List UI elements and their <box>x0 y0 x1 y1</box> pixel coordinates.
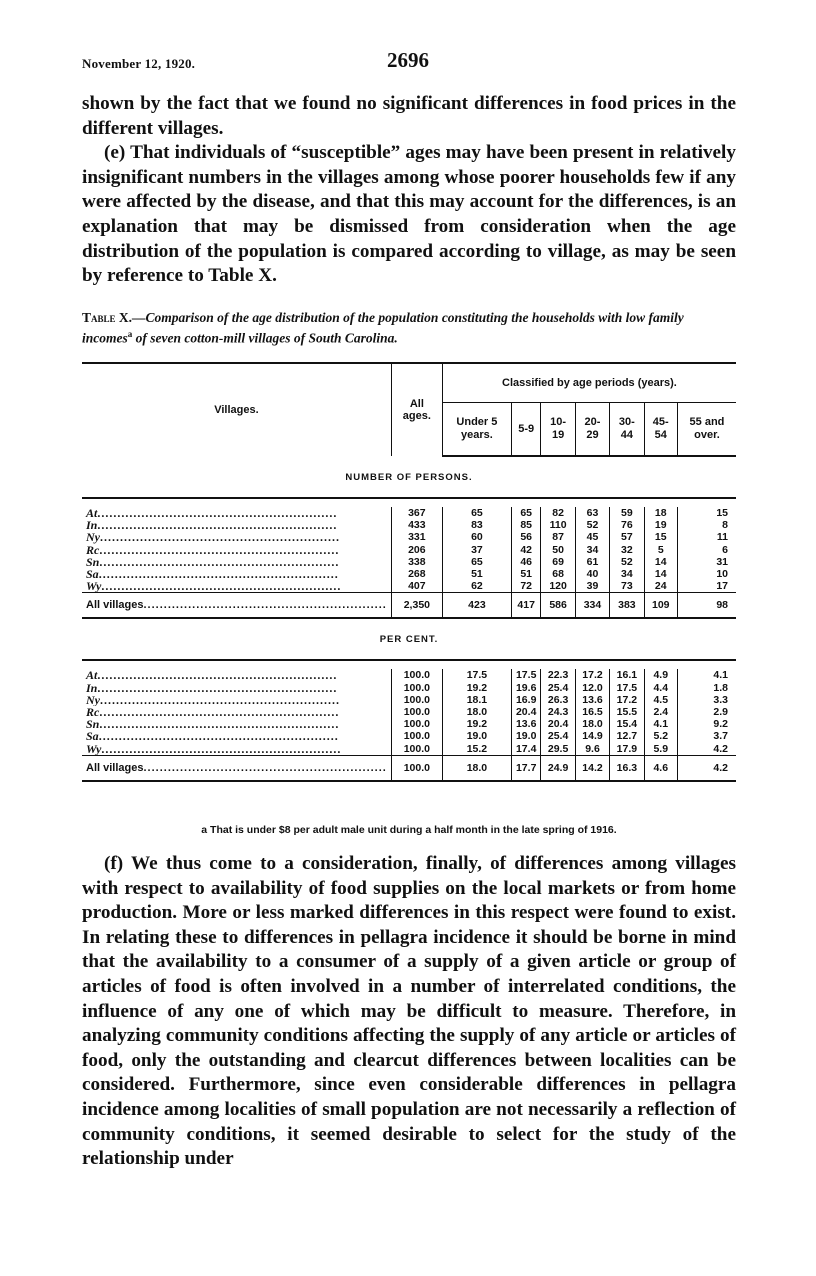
village-name: At <box>86 507 98 520</box>
table-cell: 6 <box>722 543 728 556</box>
total-label: All villages <box>86 761 144 774</box>
table-cell: 63 <box>575 507 609 519</box>
table-cell: 19.2 <box>442 718 511 730</box>
table-cell: 18.0 <box>442 706 511 718</box>
table-cell: 100.0 <box>391 706 442 718</box>
dot-leader: ............................................................ <box>143 599 387 612</box>
table-cell: 20.4 <box>541 718 575 730</box>
village-name: Sa <box>86 568 99 581</box>
dot-leader: ............................................................ <box>99 543 340 556</box>
column-header-under-5: Under 5 years. <box>442 403 511 457</box>
table-cell: 42 <box>511 544 540 556</box>
village-name: At <box>86 669 98 682</box>
table-caption-text: —Comparison of the age distribution of the population constituting the households with low family incomes <box>82 310 684 346</box>
table-total-cell: 109 <box>644 593 677 619</box>
table-row <box>82 718 736 730</box>
table-cell: 87 <box>541 531 575 543</box>
section-heading-number: NUMBER OF PERSONS. <box>82 456 736 498</box>
table-cell: 1.8 <box>713 681 728 694</box>
village-name-cell <box>82 682 391 694</box>
table-cell: 14.9 <box>575 730 609 742</box>
dot-leader: ............................................................ <box>97 669 338 682</box>
table-cell: 100.0 <box>391 718 442 730</box>
table-cell: 37 <box>442 544 511 556</box>
row-spacer <box>82 660 736 669</box>
table-total-row <box>82 593 736 619</box>
table-total-cell: 18.0 <box>442 755 511 781</box>
table-cell: 15 <box>716 507 728 519</box>
paragraph-e: (e) That individuals of “susceptible” ages may have been present in relatively insignificant numbers in the villages among whose poorer households few if any were affected by the disease, and that this may account for the differences, is an explanation that may be dismissed from consideration when the age distribution of the population is compared according to village, as may be seen by reference to Table X. <box>82 142 736 287</box>
table-cell: 338 <box>391 556 442 568</box>
table-cell: 100.0 <box>391 682 442 694</box>
table-cell: 4.1 <box>644 718 677 730</box>
table-total-cell: 417 <box>511 593 540 619</box>
table-cell: 3.3 <box>713 693 728 706</box>
table-cell: 52 <box>575 519 609 531</box>
column-header-villages: Villages. <box>82 363 391 456</box>
table-cell: 5 <box>644 544 677 556</box>
village-name-cell <box>82 507 391 519</box>
table-cell: 3.7 <box>713 730 728 743</box>
issue-date: November 12, 1920. <box>82 56 196 71</box>
village-name-cell <box>82 706 391 718</box>
table-row <box>82 694 736 706</box>
village-name-cell <box>82 580 391 593</box>
table-label: Table X. <box>82 310 133 325</box>
table-cell: 46 <box>511 556 540 568</box>
dot-leader: ............................................................ <box>101 580 342 593</box>
table-cell: 9.6 <box>575 743 609 756</box>
village-name: In <box>86 681 98 694</box>
table-cell: 12.0 <box>575 682 609 694</box>
table-cell: 19.2 <box>442 682 511 694</box>
table-cell: 65 <box>511 507 540 519</box>
table-row <box>82 682 736 694</box>
village-name-cell <box>82 544 391 556</box>
table-cell: 4.5 <box>644 694 677 706</box>
village-name-cell <box>82 730 391 742</box>
paragraph-d-continuation: shown by the fact that we found no significant differences in food prices in the different villages. <box>82 93 736 139</box>
table-cell: 16.9 <box>511 694 540 706</box>
dot-leader: ............................................................ <box>100 693 340 707</box>
table-row <box>82 544 736 556</box>
total-label-cell <box>82 755 391 781</box>
table-cell: 13.6 <box>511 718 540 730</box>
table-cell: 14 <box>644 568 677 580</box>
table-cell: 8 <box>722 519 728 532</box>
table-total-row <box>82 755 736 781</box>
table-cell: 10 <box>716 568 728 581</box>
table-cell: 83 <box>442 519 511 531</box>
table-cell: 32 <box>610 544 644 556</box>
table-cell: 4.1 <box>713 669 728 682</box>
table-cell: 14 <box>644 556 677 568</box>
column-header-55-and-over: 55 and over. <box>677 403 736 457</box>
table-cell: 16.1 <box>610 669 644 681</box>
table-cell: 17.9 <box>610 743 644 756</box>
village-name: Rc <box>86 706 100 719</box>
table-cell: 39 <box>575 580 609 593</box>
table-cell: 9.2 <box>713 718 728 731</box>
table-cell: 5.2 <box>644 730 677 742</box>
table-cell: 60 <box>442 531 511 543</box>
dot-leader: ............................................................ <box>99 555 340 569</box>
table-cell: 25.4 <box>541 682 575 694</box>
table-cell: 15.4 <box>610 718 644 730</box>
table-cell: 16.5 <box>575 706 609 718</box>
table-row <box>82 531 736 543</box>
table-cell: 19.0 <box>511 730 540 742</box>
table-caption-tail: of seven cotton-mill villages of South Carolina. <box>132 330 398 346</box>
total-label-cell <box>82 593 391 619</box>
table-cell: 407 <box>391 580 442 593</box>
table-cell: 68 <box>541 568 575 580</box>
dot-leader: ............................................................ <box>99 706 340 719</box>
dot-leader: ............................................................ <box>100 531 340 544</box>
table-cell: 206 <box>391 544 442 556</box>
table-cell: 17.5 <box>511 669 540 681</box>
table-total-cell: 4.6 <box>644 755 677 781</box>
table-cell: 69 <box>541 556 575 568</box>
village-name: Ny <box>86 531 100 544</box>
table-total-cell: 2,350 <box>391 593 442 619</box>
table-cell: 24 <box>644 580 677 593</box>
table-total-cell: 334 <box>575 593 609 619</box>
table-cell: 56 <box>511 531 540 543</box>
village-name: Sa <box>86 730 99 743</box>
village-name: Ny <box>86 693 100 707</box>
table-cell: 13.6 <box>575 694 609 706</box>
table-cell: 26.3 <box>541 694 575 706</box>
table-cell: 34 <box>575 544 609 556</box>
table-cell: 367 <box>391 507 442 519</box>
column-header-all-ages: All ages. <box>391 363 442 456</box>
village-name-cell <box>82 568 391 580</box>
village-name-cell <box>82 694 391 706</box>
table-cell: 4.9 <box>644 669 677 681</box>
dot-leader: ............................................................ <box>101 742 342 756</box>
table-cell: 17 <box>716 580 728 593</box>
column-group-header-age-periods: Classified by age periods (years). <box>442 363 736 403</box>
village-name: Wy <box>86 742 102 756</box>
table-cell: 29.5 <box>541 743 575 756</box>
table-cell: 19 <box>644 519 677 531</box>
table-cell: 31 <box>716 555 728 568</box>
table-cell: 24.3 <box>541 706 575 718</box>
dot-leader: ............................................................ <box>98 568 339 581</box>
table-cell: 52 <box>610 556 644 568</box>
table-cell: 51 <box>442 568 511 580</box>
table-cell: 25.4 <box>541 730 575 742</box>
table-cell: 18.0 <box>575 718 609 730</box>
dot-leader: ............................................................ <box>143 761 387 774</box>
table-cell: 100.0 <box>391 694 442 706</box>
table-cell: 15.5 <box>610 706 644 718</box>
section-heading-percent: PER CENT. <box>82 618 736 660</box>
table-cell: 40 <box>575 568 609 580</box>
table-cell: 50 <box>541 544 575 556</box>
table-total-cell: 17.7 <box>511 755 540 781</box>
table-cell: 331 <box>391 531 442 543</box>
table-total-cell: 16.3 <box>610 755 644 781</box>
table-row <box>82 507 736 519</box>
village-name-cell <box>82 556 391 568</box>
table-cell: 45 <box>575 531 609 543</box>
table-cell: 100.0 <box>391 669 442 681</box>
table-cell: 15.2 <box>442 743 511 756</box>
table-cell: 59 <box>610 507 644 519</box>
village-name: Rc <box>86 543 100 556</box>
table-row <box>82 669 736 681</box>
table-cell: 57 <box>610 531 644 543</box>
table-row <box>82 580 736 593</box>
table-cell: 17.4 <box>511 743 540 756</box>
table-total-cell: 383 <box>610 593 644 619</box>
table-cell: 4.2 <box>713 742 728 755</box>
running-head <box>82 48 742 76</box>
table-cell: 433 <box>391 519 442 531</box>
table-cell: 17.2 <box>610 694 644 706</box>
table-footnote: a That is under $8 per adult male unit during a half month in the late spring of 1916. <box>201 824 617 836</box>
table-cell: 17.2 <box>575 669 609 681</box>
table-cell: 19.6 <box>511 682 540 694</box>
table-cell: 11 <box>716 531 728 544</box>
table-total-cell: 14.2 <box>575 755 609 781</box>
village-name-cell <box>82 531 391 543</box>
table-cell: 120 <box>541 580 575 593</box>
table-cell: 268 <box>391 568 442 580</box>
village-name-cell <box>82 743 391 756</box>
table-row <box>82 730 736 742</box>
table-cell: 65 <box>442 556 511 568</box>
total-label: All villages <box>86 599 144 612</box>
table-row <box>82 556 736 568</box>
table-cell: 2.4 <box>644 706 677 718</box>
table-row <box>82 568 736 580</box>
table-cell: 85 <box>511 519 540 531</box>
table-cell: 18 <box>644 507 677 519</box>
village-name: Sn <box>86 555 100 569</box>
table-cell: 100.0 <box>391 743 442 756</box>
table-cell: 2.9 <box>713 706 728 719</box>
dot-leader: ............................................................ <box>97 507 338 520</box>
column-header-30-44: 30-44 <box>610 403 644 457</box>
table-row <box>82 743 736 756</box>
table-caption <box>82 309 736 347</box>
village-name-cell <box>82 519 391 531</box>
dot-leader: ............................................................ <box>97 681 338 694</box>
table-cell: 76 <box>610 519 644 531</box>
footnote-marker: a <box>127 329 133 339</box>
table-cell: 62 <box>442 580 511 593</box>
village-name: Wy <box>86 580 102 593</box>
column-header-20-29: 20-29 <box>575 403 609 457</box>
table-cell: 61 <box>575 556 609 568</box>
village-name: Sn <box>86 718 100 731</box>
table-total-cell: 98 <box>677 593 736 619</box>
table-cell: 65 <box>442 507 511 519</box>
table-cell: 18.1 <box>442 694 511 706</box>
table-total-cell: 423 <box>442 593 511 619</box>
paragraph-f: (f) We thus come to a consideration, finally, of differences among villages with respect to availability of food supplies on the local markets or from home production. More or less marked differences in this respect were found to exist. In relating these to differences in pellagra incidence it should be borne in mind that the availability to a consumer of a supply of a given article or group of articles of food is often involved in a number of interrelated conditions, the influence of any one of which may be difficult to measure. Therefore, in analyzing community conditions affecting the supply of any article or articles of food, only the outstanding and clearcut differences between localities can be considered. Furthermore, since even considerable differences in pellagra incidence among localities of small population are not necessarily a reflection of community conditions, it seemed desirable to select for the study of the relationship under <box>82 853 736 1170</box>
village-name: In <box>86 519 98 532</box>
table-cell: 100.0 <box>391 730 442 742</box>
table-total-cell: 586 <box>541 593 575 619</box>
table-row <box>82 706 736 718</box>
table-cell: 12.7 <box>610 730 644 742</box>
table-total-cell: 24.9 <box>541 755 575 781</box>
dot-leader: ............................................................ <box>97 519 338 532</box>
table-cell: 17.5 <box>610 682 644 694</box>
table-cell: 17.5 <box>442 669 511 681</box>
village-name-cell <box>82 718 391 730</box>
bottom-text-block <box>82 852 736 1172</box>
table-cell: 110 <box>541 519 575 531</box>
column-header-5-9: 5-9 <box>511 403 540 457</box>
percent-section <box>82 618 736 780</box>
table-cell: 4.4 <box>644 682 677 694</box>
table-cell: 82 <box>541 507 575 519</box>
village-name-cell <box>82 669 391 681</box>
dot-leader: ............................................................ <box>99 718 340 731</box>
age-distribution-table <box>82 362 736 782</box>
table-cell: 22.3 <box>541 669 575 681</box>
table-row <box>82 519 736 531</box>
table-cell: 15 <box>644 531 677 543</box>
table-cell: 19.0 <box>442 730 511 742</box>
table-total-cell: 4.2 <box>677 755 736 781</box>
table-total-cell: 100.0 <box>391 755 442 781</box>
row-spacer <box>82 498 736 507</box>
table-cell: 5.9 <box>644 743 677 756</box>
dot-leader: ............................................................ <box>98 730 339 743</box>
column-header-45-54: 45-54 <box>644 403 677 457</box>
table-cell: 20.4 <box>511 706 540 718</box>
column-header-10-19: 10-19 <box>541 403 575 457</box>
page-number: 2696 <box>387 48 429 72</box>
table-cell: 34 <box>610 568 644 580</box>
table-cell: 73 <box>610 580 644 593</box>
table-cell: 51 <box>511 568 540 580</box>
top-text-block <box>82 92 736 289</box>
number-section <box>82 456 736 618</box>
table-cell: 72 <box>511 580 540 593</box>
